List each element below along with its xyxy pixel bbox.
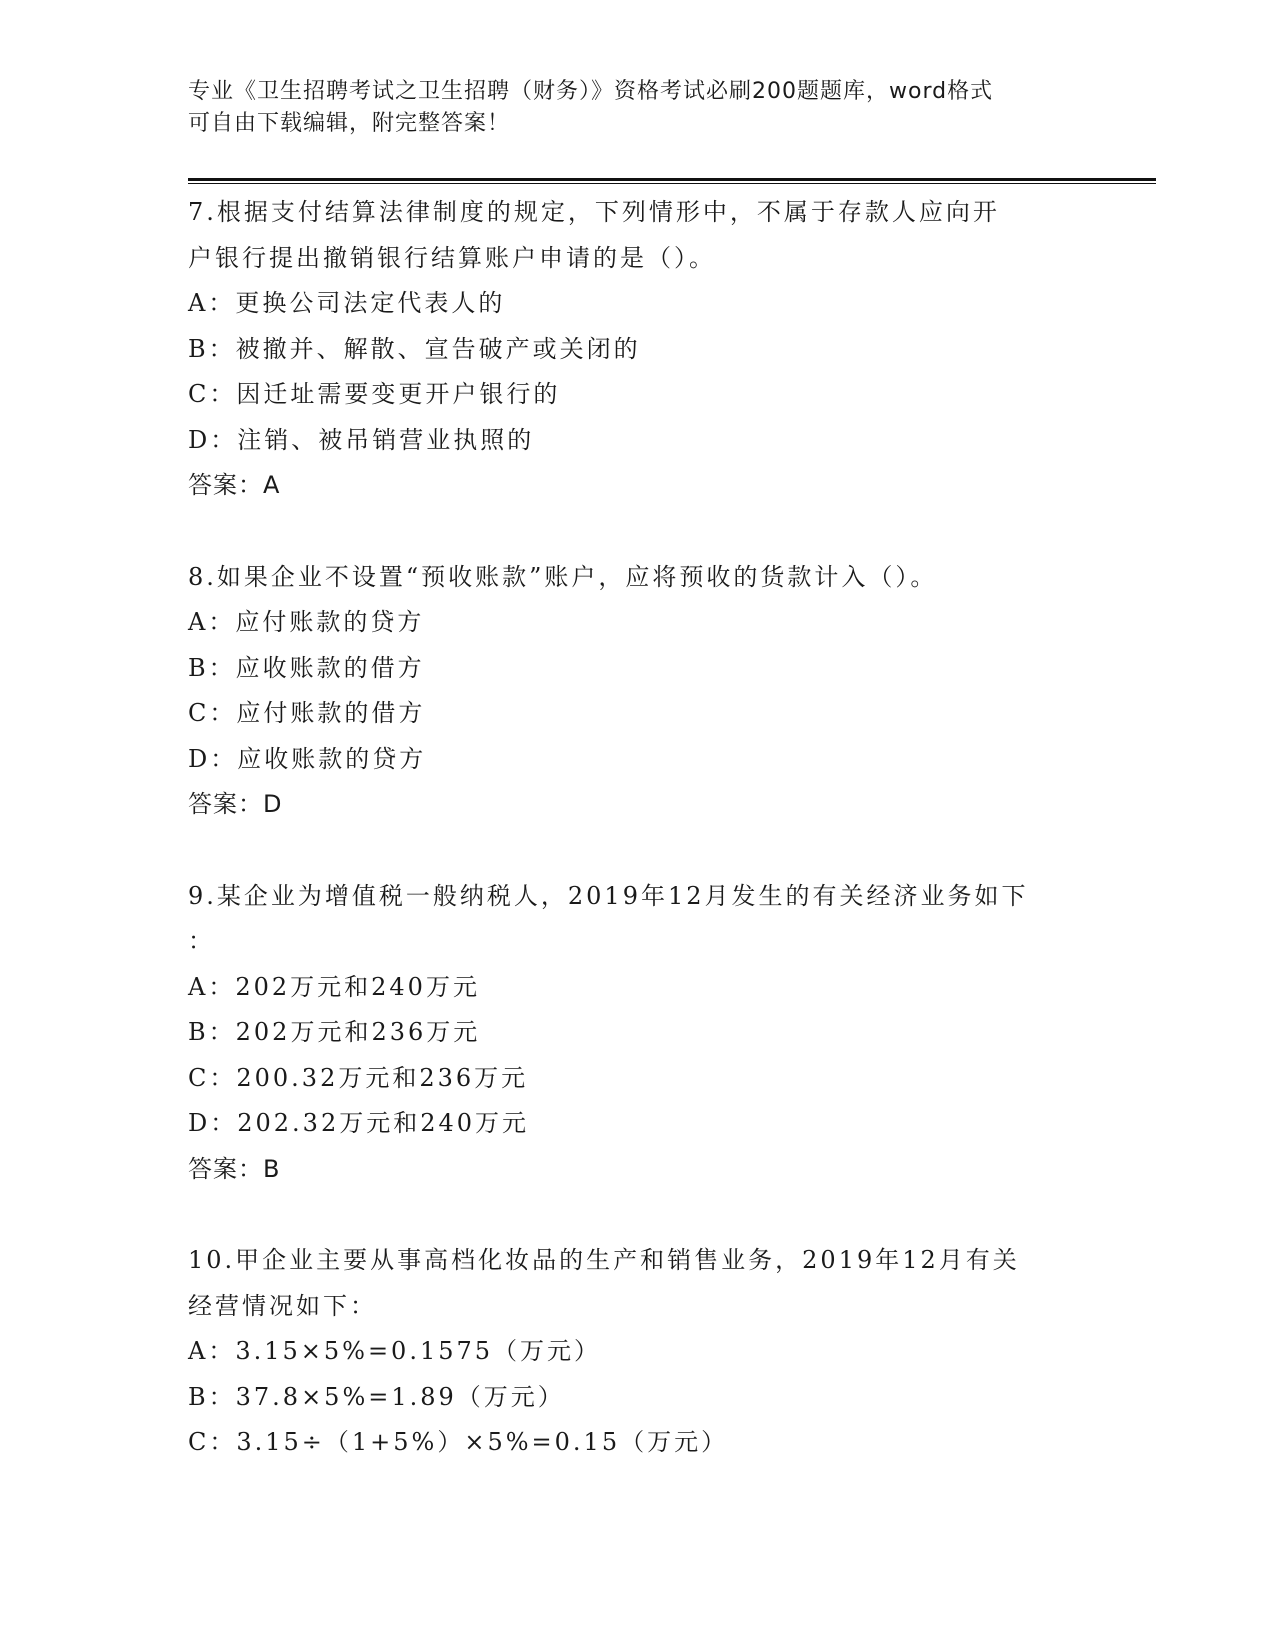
option-c: C：3.15÷（1+5%）×5%=0.15（万元） [188, 1428, 729, 1456]
option-d: D：应收账款的贷方 [188, 744, 427, 773]
option-c: C：应付账款的借方 [188, 699, 426, 727]
question-9 [188, 874, 1088, 1193]
header-divider-thin [188, 183, 1156, 184]
question-stem-line: 户银行提出撤销银行结算账户申请的是（）。 [188, 243, 716, 272]
question-stem-line: ： [188, 927, 215, 955]
question-stem-line: 8.如果企业不设置“预收账款”账户，应将预收的货款计入（）。 [188, 562, 938, 591]
header-divider-thick [188, 178, 1156, 181]
question-7 [188, 190, 1088, 509]
option-d: D：注销、被吊销营业执照的 [188, 425, 535, 454]
question-10 [188, 1238, 1088, 1466]
question-8 [188, 555, 1088, 828]
option-c: C：因迁址需要变更开户银行的 [188, 380, 561, 408]
answer: 答案：A [188, 471, 281, 499]
question-stem-line: 9.某企业为增值税一般纳税人，2019年12月发生的有关经济业务如下 [188, 881, 1029, 910]
answer: 答案：B [188, 1154, 281, 1183]
option-a: A：202万元和240万元 [188, 972, 480, 1001]
option-c: C：200.32万元和236万元 [188, 1063, 529, 1092]
option-a: A：更换公司法定代表人的 [188, 289, 506, 317]
option-b: B：202万元和236万元 [188, 1018, 481, 1046]
question-list [188, 190, 1088, 1512]
header-line-1: 专业《卫生招聘考试之卫生招聘（财务）》资格考试必刷200题题库，word格式 [188, 79, 994, 104]
option-b: B：应收账款的借方 [188, 653, 425, 682]
option-b: B：37.8×5%=1.89（万元） [188, 1382, 565, 1411]
question-stem-line: 10.甲企业主要从事高档化妆品的生产和销售业务，2019年12月有关 [188, 1246, 1020, 1274]
option-a: A：3.15×5%=0.1575（万元） [188, 1337, 602, 1365]
header-line-2: 可自由下载编辑，附完整答案！ [188, 111, 511, 136]
answer: 答案：D [188, 790, 283, 818]
question-stem-line: 7.根据支付结算法律制度的规定，下列情形中，不属于存款人应向开 [188, 198, 1000, 226]
option-b: B：被撤并、解散、宣告破产或关闭的 [188, 334, 641, 363]
option-a: A：应付账款的贷方 [188, 608, 425, 636]
option-d: D：202.32万元和240万元 [188, 1109, 530, 1137]
document-header [188, 76, 1088, 140]
question-stem-line: 经营情况如下： [188, 1291, 377, 1320]
